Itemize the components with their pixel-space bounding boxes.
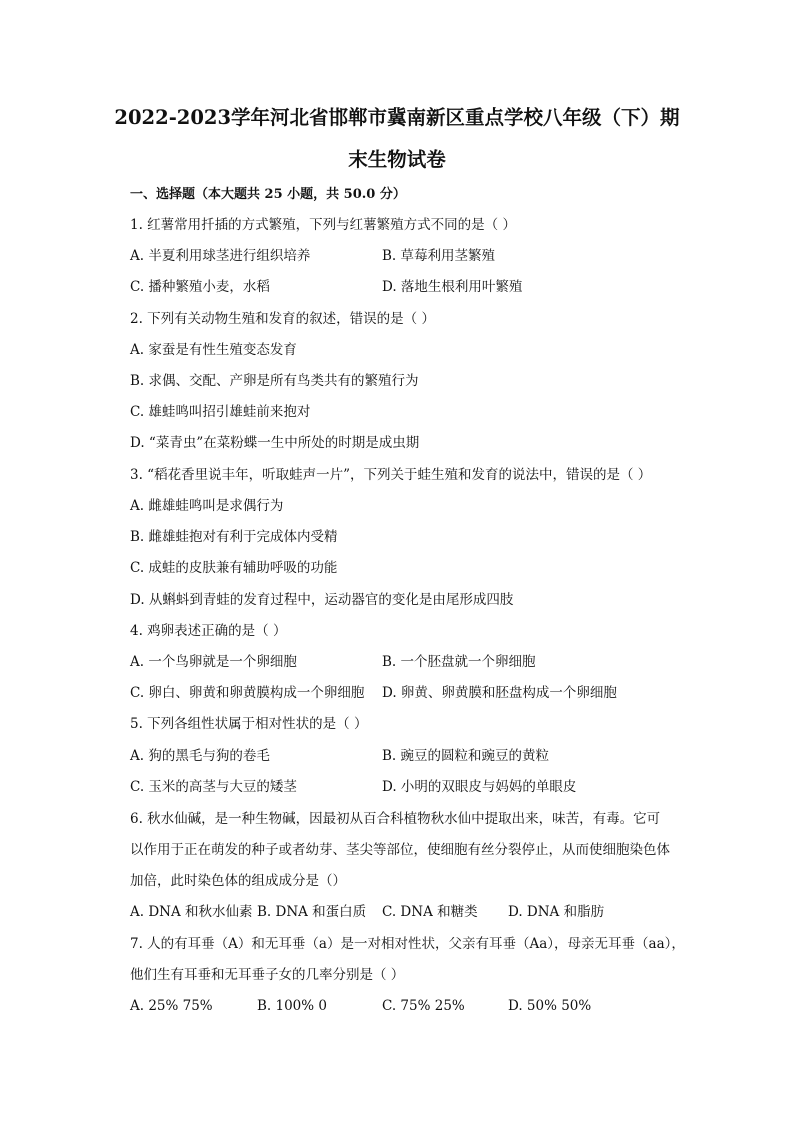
question-6-option-a: A. DNA 和秋水仙素 <box>130 904 253 920</box>
question-4-option-a: A. 一个鸟卵就是一个卵细胞 <box>130 654 297 670</box>
question-7-option-b: B. 100% 0 <box>257 998 327 1014</box>
question-1-option-a: A. 半夏利用球茎进行组织培养 <box>130 248 311 264</box>
question-6-stem-line2: 以作用于正在萌发的种子或者幼芽、茎尖等部位，使细胞有丝分裂停止，从而使细胞染色体 <box>130 842 670 858</box>
question-4-option-c: C. 卵白、卵黄和卵黄膜构成一个卵细胞 <box>130 685 365 701</box>
question-7-option-d: D. 50% 50% <box>508 998 592 1014</box>
question-5-stem: 5. 下列各组性状属于相对性状的是（ ） <box>130 716 368 732</box>
question-4-stem: 4. 鸡卵表述正确的是（ ） <box>130 623 287 639</box>
exam-title-line1: 2022-2023学年河北省邯郸市冀南新区重点学校八年级（下）期 <box>114 106 680 129</box>
question-5-option-a: A. 狗的黑毛与狗的卷毛 <box>130 748 270 764</box>
question-7-option-a: A. 25% 75% <box>130 998 213 1014</box>
question-7-stem-line2: 他们生有耳垂和无耳垂子女的几率分别是（ ） <box>130 967 405 983</box>
question-1-option-c: C. 播种繁殖小麦，水稻 <box>130 279 270 295</box>
section-heading: 一、选择题（本大题共 25 小题，共 50.0 分） <box>130 187 406 202</box>
question-6-option-d: D. DNA 和脂肪 <box>508 904 605 920</box>
question-1-option-b: B. 草莓利用茎繁殖 <box>382 248 496 264</box>
question-6-stem-line1: 6. 秋水仙碱，是一种生物碱，因最初从百合科植物秋水仙中提取出来，味苦，有毒。它可 <box>130 811 661 827</box>
question-5-option-b: B. 豌豆的圆粒和豌豆的黄粒 <box>382 748 550 764</box>
question-1-option-d: D. 落地生根利用叶繁殖 <box>382 279 523 295</box>
question-3-option-c: C. 成蛙的皮肤兼有辅助呼吸的功能 <box>130 560 338 576</box>
question-3-option-d: D. 从蝌蚪到青蛙的发育过程中，运动器官的变化是由尾形成四肢 <box>130 592 514 608</box>
question-2-option-b: B. 求偶、交配、产卵是所有鸟类共有的繁殖行为 <box>130 373 419 389</box>
question-6-option-b: B. DNA 和蛋白质 <box>257 904 367 920</box>
question-3-option-b: B. 雌雄蛙抱对有利于完成体内受精 <box>130 529 338 545</box>
question-2-option-a: A. 家蚕是有性生殖变态发育 <box>130 342 297 358</box>
exam-title-line2: 末生物试卷 <box>348 148 446 171</box>
question-6-stem-line3: 加倍，此时染色体的组成成分是（） <box>130 873 346 889</box>
question-3-option-a: A. 雌雄蛙鸣叫是求偶行为 <box>130 498 284 514</box>
question-2-stem: 2. 下列有关动物生殖和发育的叙述，错误的是（ ） <box>130 311 435 327</box>
question-5-option-d: D. 小明的双眼皮与妈妈的单眼皮 <box>382 779 577 795</box>
question-3-stem: 3. “稻花香里说丰年，听取蛙声一片”，下列关于蛙生殖和发育的说法中，错误的是（ ） <box>130 467 652 483</box>
question-7-option-c: C. 75% 25% <box>382 998 465 1014</box>
question-2-option-d: D. “菜青虫”在菜粉蝶一生中所处的时期是成虫期 <box>130 435 420 451</box>
question-6-option-c: C. DNA 和糖类 <box>382 904 478 920</box>
question-4-option-d: D. 卵黄、卵黄膜和胚盘构成一个卵细胞 <box>382 685 617 701</box>
question-4-option-b: B. 一个胚盘就一个卵细胞 <box>382 654 536 670</box>
question-2-option-c: C. 雄蛙鸣叫招引雄蛙前来抱对 <box>130 404 311 420</box>
question-1-stem: 1. 红薯常用扦插的方式繁殖，下列与红薯繁殖方式不同的是（ ） <box>130 217 516 233</box>
question-7-stem-line1: 7. 人的有耳垂（A）和无耳垂（a）是一对相对性状，父亲有耳垂（Aa），母亲无耳垂（aa）， <box>130 936 685 952</box>
question-5-option-c: C. 玉米的高茎与大豆的矮茎 <box>130 779 297 795</box>
